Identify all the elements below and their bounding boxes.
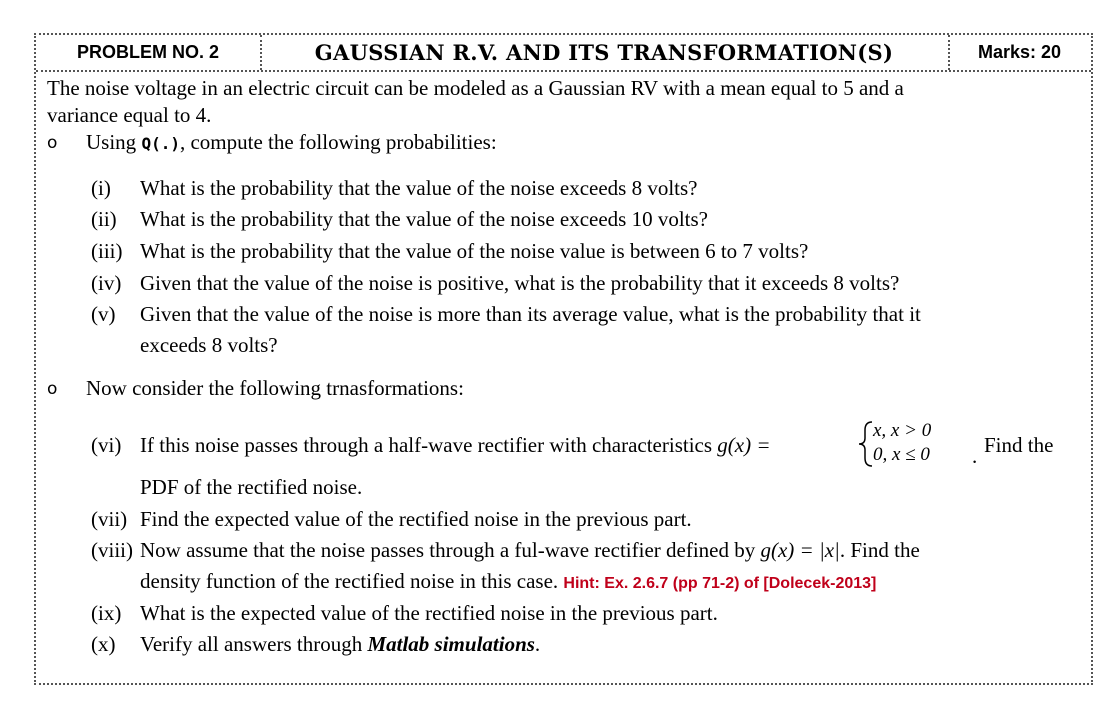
item-8-number: (viii): [91, 538, 133, 562]
item-1-text: What is the probability that the value of the noise exceeds 8 volts?: [140, 176, 698, 200]
item-6-continuation: PDF of the rectified noise.: [140, 475, 363, 499]
item-6-text: If this noise passes through a half-wave rectifier with characteristics g(x) =: [140, 433, 771, 457]
bullet-1-text: Using Q(.), compute the following probabilities:: [86, 130, 497, 154]
item-4-text: Given that the value of the noise is positive, what is the probability that it exceeds 8 volts?: [140, 271, 900, 295]
item-6-number: (vi): [91, 433, 122, 457]
item-10-number: (x): [91, 632, 116, 656]
case-1: x, x > 0: [873, 420, 932, 441]
problem-marks: Marks: 20: [977, 42, 1062, 62]
q-function: Q(.): [141, 134, 180, 153]
intro-line-2: variance equal to 4.: [47, 103, 212, 127]
item-7-number: (vii): [91, 507, 128, 531]
problem-number: PROBLEM NO. 2: [36, 35, 262, 70]
matlab-emphasis: Matlab simulations: [367, 632, 535, 656]
problem-title: GAUSSIAN R.V. AND ITS TRANSFORMATION(S): [260, 35, 950, 70]
item-2-text: What is the probability that the value of the noise exceeds 10 volts?: [140, 207, 709, 231]
item-8-continuation: density function of the rectified noise in this case. Hint: Ex. 2.6.7 (pp 71-2) of [Dolecek-2013]: [140, 569, 877, 593]
item-4-number: (iv): [91, 271, 122, 295]
item-5-number: (v): [91, 302, 116, 326]
item-5-text: Given that the value of the noise is more than its average value, what is the probability that it: [140, 302, 921, 326]
item-8-text: Now assume that the noise passes through a ful-wave rectifier defined by g(x) = |x|. Find the: [140, 538, 920, 562]
item-3-text: What is the probability that the value of the noise value is between 6 to 7 volts?: [140, 239, 809, 263]
item-5-continuation: exceeds 8 volts?: [140, 333, 278, 357]
hint-text: Hint: Ex. 2.6.7 (pp 71-2) of [Dolecek-2013]: [563, 575, 877, 592]
item-2-number: (ii): [91, 207, 117, 231]
item-7-text: Find the expected value of the rectified noise in the previous part.: [140, 507, 692, 531]
bullet-2-text: Now consider the following trnasformations:: [86, 376, 464, 400]
intro-line-1: The noise voltage in an electric circuit can be modeled as a Gaussian RV with a mean equal to 5 and a: [47, 76, 904, 100]
item-3-number: (iii): [91, 239, 123, 263]
item-9-text: What is the expected value of the rectified noise in the previous part.: [140, 601, 718, 625]
bullet-1-icon: o: [47, 133, 58, 153]
case-2: 0, x ≤ 0: [873, 444, 930, 465]
item-1-number: (i): [91, 176, 111, 200]
case-dot: .: [972, 444, 978, 468]
item-6-text-end: Find the: [984, 433, 1054, 457]
item-9-number: (ix): [91, 601, 122, 625]
problem-header: [36, 35, 1091, 72]
g-function: g(x) =: [717, 433, 771, 457]
g-abs-function: g(x) = |x|: [760, 538, 840, 562]
bullet-2-icon: o: [47, 379, 58, 399]
item-10-text: Verify all answers through Matlab simulations.: [140, 632, 541, 656]
